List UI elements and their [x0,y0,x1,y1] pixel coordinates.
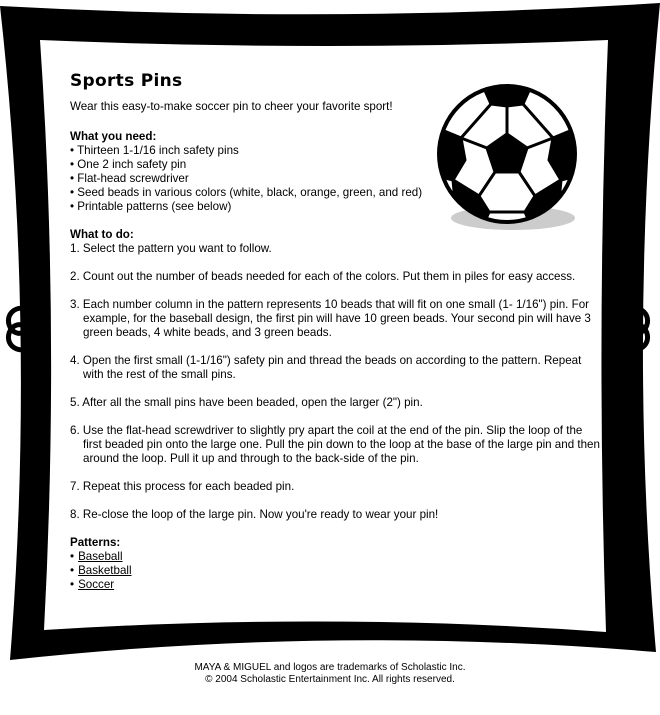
patterns-heading: Patterns: [70,536,121,549]
list-item: • One 2 inch safety pin [70,158,187,171]
list-item: • Thirteen 1-1/16 inch safety pins [70,144,239,157]
step-item: 3. Each number column in the pattern represents 10 beads that will fit on one small (1- 1/16") pin. For example, for the baseball design, the first pin will have 10 green beads. Your second pin will have 3 green beads, 4 white beads, and 3 green beads. [70,298,591,339]
article [70,70,600,592]
step-item: 2. Count out the number of beads needed for each of the colors. Put them in piles for easy access. [70,270,576,283]
list-item: • Flat-head screwdriver [70,172,189,185]
soccer-pattern-link[interactable]: Soccer [78,578,115,591]
steps-heading: What to do: [70,228,134,241]
step-item: 8. Re-close the loop of the large pin. Now you're ready to wear your pin! [70,508,439,521]
step-item: 7. Repeat this process for each beaded pin. [70,480,295,493]
basketball-pattern-link[interactable]: Basketball [78,564,132,577]
copyright-notice: © 2004 Scholastic Entertainment Inc. All rights reserved. [205,674,455,685]
bullet: • [70,550,75,563]
step-item: 5. After all the small pins have been beaded, open the larger (2") pin. [70,396,423,409]
bullet: • [70,578,75,591]
step-item: 6. Use the flat-head screwdriver to slightly pry apart the coil at the end of the pin. Slip the loop of the first beaded pin onto the large one. Pull the pin down to the loop at the base of the large pin and then around the loop. Pull it up and through to the back-side of the pin. [70,424,600,465]
list-item [70,564,600,578]
needs-list [70,144,600,214]
patterns-list [70,550,600,592]
list-item: • Printable patterns (see below) [70,200,232,213]
list-item [70,578,600,592]
needs-heading: What you need: [70,130,157,143]
footer [0,662,660,686]
step-item: 1. Select the pattern you want to follow. [70,242,272,255]
step-item: 4. Open the first small (1-1/16") safety pin and thread the beads on according to the pattern. Repeat with the rest of the small pins. [70,354,582,381]
list-item: • Seed beads in various colors (white, black, orange, green, and red) [70,186,423,199]
intro-text: Wear this easy-to-make soccer pin to cheer your favorite sport! [70,100,393,113]
baseball-pattern-link[interactable]: Baseball [78,550,123,563]
steps-list [70,242,600,522]
trademark-notice: MAYA & MIGUEL and logos are trademarks of Scholastic Inc. [194,662,466,673]
list-item [70,550,600,564]
bullet: • [70,564,75,577]
page-title: Sports Pins [70,71,183,91]
